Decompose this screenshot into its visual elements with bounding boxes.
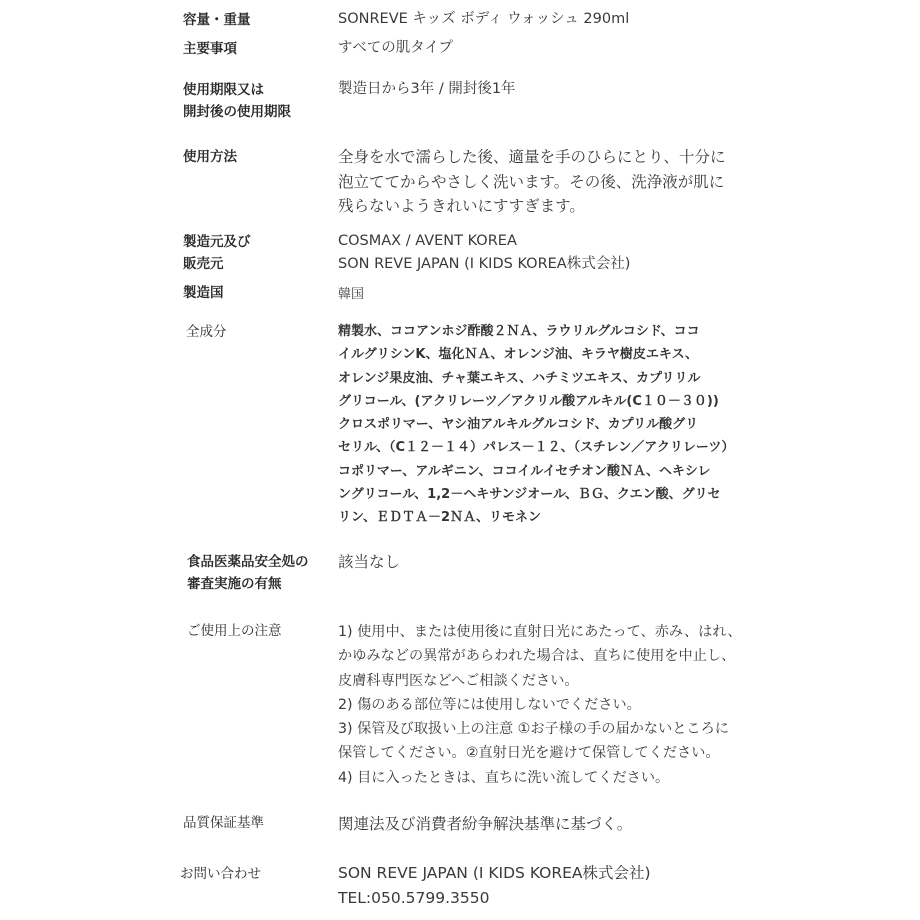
row-value-expiry: 製造日から3年 / 開封後1年 [338,81,516,97]
row-label-ingredients: 全成分 [186,324,227,340]
row-value-cautions: 1) 使用中、または使用後に直射日光にあたって、赤み、はれ、 かゆみなどの異常があらわれた場合は、直ちに使用を中止し、 皮膚科専門医などへご相談ください。 2) 傷のある部位等には使用しないでください。 3) 保管及び取扱い上の注意 ①お子様の手の届かないところに 保管してください。②直射日光を避けて保管してください。 4) 目に入ったときは、直ちに洗い流してください。 [338,624,742,786]
row-label-safety-review: 食品医薬品安全処の 審査実施の有無 [187,554,309,592]
row-label-country: 製造国 [183,285,224,301]
row-value-volume: SONREVE キッズ ボディ ウォッシュ 290ml [338,11,630,27]
row-label-manufacturer: 製造元及び 販売元 [183,234,251,272]
row-value-manufacturer: COSMAX / AVENT KOREA SON REVE JAPAN (I KIDS KOREA株式会社) [338,233,631,272]
row-label-expiry: 使用期限又は 開封後の使用期限 [183,82,291,120]
row-label-cautions: ご使用上の注意 [187,623,282,639]
row-value-usage: 全身を水で濡らした後、適量を手のひらにとり、十分に 泡立ててからやさしく洗います。その後、洗浄液が肌に 残らないようきれいにすすぎます。 [338,148,726,215]
row-label-volume: 容量・重量 [183,12,251,28]
row-value-contact: SON REVE JAPAN (I KIDS KOREA株式会社) TEL:050.5799.3550 [338,864,651,907]
row-label-usage: 使用方法 [183,149,237,165]
row-value-ingredients: 精製水、ココアンホジ酢酸２ＮＡ、ラウリルグルコシド、ココ イルグリシンK、塩化ＮＡ、オレンジ油、キラヤ樹皮エキス、 オレンジ果皮油、チャ葉エキス、ハチミツエキス、カプリリル グリコール、(アクリレーツ／アクリル酸アルキル(C１０－３０)) クロスポリマー、ヤシ油アルキルグルコシド、カプリル酸グリ セリル、（C１２－１４）パレス－１２、（スチレン／アクリレーツ） コポリマー、アルギニン、ココイルイセチオン酸ＮＡ、ヘキシレ ングリコール、1,2－ヘキサンジオール、ＢＧ、クエン酸、グリセ リン、ＥＤＴＡ－2ＮＡ、リモネン [338,324,735,526]
row-value-quality: 関連法及び消費者紛争解決基準に基づく。 [338,815,633,833]
row-label-quality: 品質保証基準 [183,815,264,831]
row-label-main-items: 主要事項 [183,41,237,57]
row-value-country: 韓国 [338,287,365,302]
row-label-contact: お問い合わせ [180,866,261,882]
row-value-main-items: すべての肌タイプ [338,40,453,56]
row-value-safety-review: 該当なし [338,553,401,571]
